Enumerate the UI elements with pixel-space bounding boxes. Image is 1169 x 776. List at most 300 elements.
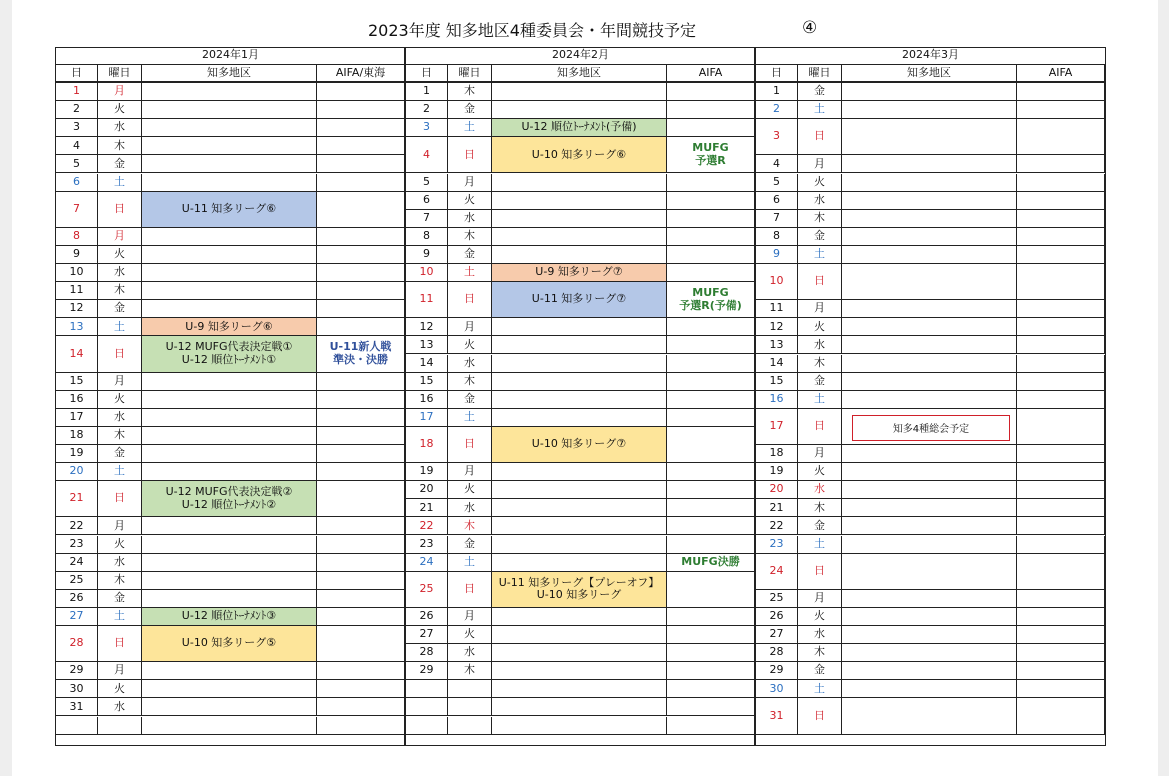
chita-cell: [142, 83, 317, 101]
day-number: 27: [405, 626, 448, 644]
weekday: 日: [448, 572, 492, 608]
event-entry: U-12 順位ﾄｰﾅﾒﾝﾄ③: [142, 608, 317, 626]
day-number: 15: [755, 373, 798, 391]
weekday: 水: [448, 355, 492, 373]
weekday: 水: [448, 644, 492, 662]
day-number: 21: [405, 499, 448, 517]
day-number: 26: [55, 590, 98, 608]
weekday: 月: [98, 517, 142, 535]
weekday: 水: [98, 698, 142, 716]
chita-cell: [842, 391, 1017, 409]
aifa-cell: [317, 373, 405, 391]
aifa-cell: [1017, 210, 1105, 228]
day-number: 9: [405, 246, 448, 264]
day-number: 3: [405, 119, 448, 137]
weekday: [448, 698, 492, 716]
day-number: 9: [755, 246, 798, 264]
aifa-cell: [1017, 445, 1105, 463]
chita-cell: [842, 499, 1017, 517]
aifa-cell: [317, 590, 405, 608]
day-number: 13: [405, 336, 448, 354]
day-number: 25: [55, 572, 98, 590]
event-entry: U-12 MUFG代表決定戦① U-12 順位ﾄｰﾅﾒﾝﾄ①: [142, 336, 317, 372]
chita-cell: [842, 83, 1017, 101]
day-number: 5: [755, 174, 798, 192]
aifa-cell: [667, 626, 755, 644]
weekday: 水: [98, 409, 142, 427]
weekday: 火: [98, 536, 142, 554]
column-header: 知多地区: [842, 65, 1017, 83]
aifa-cell: [1017, 698, 1105, 734]
aifa-cell: [1017, 318, 1105, 336]
day-number: [405, 698, 448, 716]
aifa-cell: [1017, 517, 1105, 535]
aifa-cell: [317, 409, 405, 427]
weekday: 日: [448, 427, 492, 463]
weekday: 木: [448, 517, 492, 535]
weekday: 水: [98, 119, 142, 137]
column-header: 知多地区: [142, 65, 317, 83]
chita-cell: [142, 427, 317, 445]
day-number: 10: [405, 264, 448, 282]
event-entry: U-10 知多リーグ⑥: [492, 137, 667, 173]
weekday: 月: [448, 463, 492, 481]
day-number: 9: [55, 246, 98, 264]
day-number: 19: [755, 463, 798, 481]
weekday: 月: [98, 83, 142, 101]
chita-cell: [842, 101, 1017, 119]
day-number: 28: [405, 644, 448, 662]
chita-cell: [492, 463, 667, 481]
chita-cell: [142, 155, 317, 173]
chita-cell: [492, 662, 667, 680]
aifa-cell: [667, 210, 755, 228]
weekday: [448, 680, 492, 698]
day-number: 12: [755, 318, 798, 336]
weekday: 火: [448, 481, 492, 499]
chita-cell: [842, 210, 1017, 228]
aifa-cell: [667, 373, 755, 391]
weekday: [448, 717, 492, 735]
chita-cell: [842, 698, 1017, 734]
aifa-cell: [667, 717, 755, 735]
aifa-cell: [317, 463, 405, 481]
day-number: 24: [405, 554, 448, 572]
day-number: 22: [405, 517, 448, 535]
weekday: 金: [798, 373, 842, 391]
weekday: 金: [98, 300, 142, 318]
event-entry: U-9 知多リーグ⑥: [142, 318, 317, 336]
day-number: 18: [755, 445, 798, 463]
chita-cell: [492, 210, 667, 228]
aifa-cell: [667, 481, 755, 499]
aifa-cell: [1017, 174, 1105, 192]
weekday: 水: [448, 210, 492, 228]
day-number: 11: [755, 300, 798, 318]
day-number: 6: [405, 192, 448, 210]
weekday: 日: [798, 554, 842, 590]
chita-cell: [842, 536, 1017, 554]
aifa-cell: [1017, 409, 1105, 445]
weekday: 土: [98, 463, 142, 481]
aifa-cell: [317, 608, 405, 626]
chita-cell: [492, 336, 667, 354]
aifa-cell: [667, 680, 755, 698]
day-number: 16: [405, 391, 448, 409]
day-number: 13: [755, 336, 798, 354]
chita-cell: [142, 536, 317, 554]
aifa-cell: [667, 246, 755, 264]
weekday: 火: [448, 626, 492, 644]
chita-cell: [492, 228, 667, 246]
chita-cell: [842, 355, 1017, 373]
chita-cell: [492, 717, 667, 735]
day-number: 7: [755, 210, 798, 228]
weekday: 土: [798, 391, 842, 409]
weekday: 土: [798, 101, 842, 119]
weekday: 金: [798, 517, 842, 535]
day-number: 23: [55, 536, 98, 554]
aifa-cell: [1017, 626, 1105, 644]
weekday: 日: [448, 137, 492, 173]
weekday: 火: [448, 192, 492, 210]
aifa-cell: [317, 626, 405, 662]
chita-cell: [842, 662, 1017, 680]
weekday: 土: [448, 554, 492, 572]
chita-cell: [492, 246, 667, 264]
aifa-cell: [1017, 264, 1105, 300]
aifa-note: U-11新人戦 準決・決勝: [317, 336, 405, 372]
day-number: 1: [55, 83, 98, 101]
day-number: 27: [755, 626, 798, 644]
day-number: 23: [755, 536, 798, 554]
weekday: 月: [448, 318, 492, 336]
aifa-cell: [1017, 228, 1105, 246]
weekday: 木: [448, 373, 492, 391]
chita-cell: [842, 463, 1017, 481]
day-number: 11: [405, 282, 448, 318]
aifa-cell: [317, 246, 405, 264]
day-number: 14: [55, 336, 98, 372]
chita-cell: [492, 626, 667, 644]
day-number: 25: [755, 590, 798, 608]
aifa-cell: [667, 192, 755, 210]
chita-cell: [142, 391, 317, 409]
aifa-cell: [667, 644, 755, 662]
aifa-cell: [667, 318, 755, 336]
aifa-cell: [667, 427, 755, 463]
aifa-cell: [667, 101, 755, 119]
aifa-cell: [317, 427, 405, 445]
weekday: 火: [798, 318, 842, 336]
aifa-cell: [317, 101, 405, 119]
chita-cell: [142, 445, 317, 463]
day-number: 30: [755, 680, 798, 698]
chita-cell: [492, 318, 667, 336]
day-number: 21: [755, 499, 798, 517]
day-number: 22: [755, 517, 798, 535]
day-number: 29: [405, 662, 448, 680]
weekday: 月: [98, 373, 142, 391]
weekday: 木: [448, 83, 492, 101]
weekday: 日: [98, 336, 142, 372]
event-entry: U-10 知多リーグ⑦: [492, 427, 667, 463]
weekday: 金: [798, 662, 842, 680]
chita-cell: [492, 391, 667, 409]
day-number: 19: [55, 445, 98, 463]
aifa-cell: [667, 355, 755, 373]
day-number: 14: [405, 355, 448, 373]
chita-cell: [492, 101, 667, 119]
weekday: 月: [448, 608, 492, 626]
weekday: 木: [798, 644, 842, 662]
weekday: 日: [798, 264, 842, 300]
aifa-cell: [1017, 336, 1105, 354]
weekday: 水: [98, 264, 142, 282]
day-number: [405, 680, 448, 698]
weekday: 木: [798, 355, 842, 373]
aifa-cell: [1017, 155, 1105, 173]
aifa-cell: [317, 717, 405, 735]
day-number: 31: [55, 698, 98, 716]
aifa-cell: [1017, 373, 1105, 391]
day-number: 24: [755, 554, 798, 590]
column-header: 曜日: [798, 65, 842, 83]
chita-cell: [142, 680, 317, 698]
weekday: 土: [98, 174, 142, 192]
aifa-cell: [317, 536, 405, 554]
column-header: AIFA: [1017, 65, 1105, 83]
day-number: 21: [55, 481, 98, 517]
aifa-cell: [667, 517, 755, 535]
weekday: 月: [98, 228, 142, 246]
chita-cell: [142, 246, 317, 264]
weekday: 土: [798, 246, 842, 264]
aifa-cell: [667, 662, 755, 680]
day-number: 18: [55, 427, 98, 445]
weekday: 日: [448, 282, 492, 318]
aifa-cell: [1017, 608, 1105, 626]
chita-cell: [142, 590, 317, 608]
chita-cell: [142, 300, 317, 318]
aifa-cell: [1017, 499, 1105, 517]
day-number: 26: [755, 608, 798, 626]
aifa-note: MUFG決勝: [667, 554, 755, 572]
day-number: 5: [55, 155, 98, 173]
aifa-cell: [1017, 300, 1105, 318]
column-header: 日: [755, 65, 798, 83]
column-header: 曜日: [98, 65, 142, 83]
weekday: 月: [798, 590, 842, 608]
aifa-cell: [667, 336, 755, 354]
day-number: 4: [755, 155, 798, 173]
aifa-cell: [667, 572, 755, 608]
title-bar: [0, 18, 1169, 42]
weekday: 木: [98, 572, 142, 590]
day-number: 1: [755, 83, 798, 101]
aifa-cell: [667, 499, 755, 517]
day-number: 4: [405, 137, 448, 173]
day-number: 26: [405, 608, 448, 626]
weekday: 火: [798, 608, 842, 626]
day-number: 11: [55, 282, 98, 300]
weekday: 月: [798, 155, 842, 173]
column-header: AIFA: [667, 65, 755, 83]
chita-cell: [842, 373, 1017, 391]
weekday: 水: [798, 336, 842, 354]
aifa-cell: [1017, 644, 1105, 662]
aifa-cell: [667, 608, 755, 626]
aifa-cell: [667, 119, 755, 137]
weekday: 土: [448, 264, 492, 282]
weekday: 木: [98, 137, 142, 155]
event-entry: U-12 順位ﾄｰﾅﾒﾝﾄ(予備): [492, 119, 667, 137]
day-number: 31: [755, 698, 798, 734]
day-number: 6: [755, 192, 798, 210]
weekday: 木: [448, 228, 492, 246]
chita-cell: [492, 174, 667, 192]
aifa-cell: [317, 192, 405, 228]
aifa-cell: [1017, 554, 1105, 590]
day-number: [405, 717, 448, 735]
day-number: 2: [55, 101, 98, 119]
chita-cell: [492, 192, 667, 210]
aifa-cell: [1017, 481, 1105, 499]
chita-cell: [492, 409, 667, 427]
aifa-cell: [317, 155, 405, 173]
aifa-cell: [1017, 246, 1105, 264]
aifa-cell: [667, 391, 755, 409]
column-header: 曜日: [448, 65, 492, 83]
chita-cell: [842, 300, 1017, 318]
chita-cell: [142, 101, 317, 119]
aifa-cell: [667, 264, 755, 282]
aifa-cell: [1017, 590, 1105, 608]
day-number: [55, 717, 98, 735]
aifa-cell: [317, 318, 405, 336]
weekday: 金: [798, 228, 842, 246]
weekday: 木: [98, 282, 142, 300]
weekday: 日: [98, 626, 142, 662]
aifa-cell: [1017, 536, 1105, 554]
chita-cell: [492, 698, 667, 716]
chita-cell: [842, 680, 1017, 698]
weekday: 金: [448, 101, 492, 119]
aifa-cell: [1017, 119, 1105, 155]
chita-cell: [842, 174, 1017, 192]
weekday: 火: [798, 463, 842, 481]
day-number: 25: [405, 572, 448, 608]
day-number: 12: [405, 318, 448, 336]
aifa-cell: [1017, 83, 1105, 101]
aifa-cell: [667, 228, 755, 246]
chita-cell: [842, 246, 1017, 264]
column-header: AIFA/東海: [317, 65, 405, 83]
day-number: 1: [405, 83, 448, 101]
aifa-cell: [317, 698, 405, 716]
aifa-note: MUFG 予選R: [667, 137, 755, 173]
chita-cell: [842, 264, 1017, 300]
aifa-cell: [317, 517, 405, 535]
chita-cell: [842, 318, 1017, 336]
day-number: 20: [405, 481, 448, 499]
chita-cell: [142, 228, 317, 246]
weekday: 日: [798, 698, 842, 734]
weekday: 月: [448, 174, 492, 192]
day-number: 15: [55, 373, 98, 391]
aifa-cell: [667, 536, 755, 554]
chita-cell: [492, 499, 667, 517]
chita-cell: [842, 590, 1017, 608]
event-entry: U-11 知多リーグ⑥: [142, 192, 317, 228]
event-entry: U-11 知多リーグ【プレーオフ】 U-10 知多リーグ: [492, 572, 667, 608]
aifa-cell: [1017, 355, 1105, 373]
event-entry: U-12 MUFG代表決定戦② U-12 順位ﾄｰﾅﾒﾝﾄ②: [142, 481, 317, 517]
weekday: 火: [98, 246, 142, 264]
chita-cell: [492, 83, 667, 101]
aifa-cell: [317, 174, 405, 192]
aifa-cell: [317, 391, 405, 409]
chita-cell: [842, 192, 1017, 210]
weekday: 水: [798, 481, 842, 499]
day-number: 4: [55, 137, 98, 155]
day-number: 10: [755, 264, 798, 300]
chita-cell: [492, 680, 667, 698]
chita-cell: [142, 282, 317, 300]
aifa-cell: [317, 83, 405, 101]
day-number: 20: [55, 463, 98, 481]
day-number: 23: [405, 536, 448, 554]
chita-cell: [492, 644, 667, 662]
month-title: 2024年1月: [55, 47, 406, 65]
weekday: 金: [98, 445, 142, 463]
chita-cell: [142, 517, 317, 535]
weekday: 木: [798, 210, 842, 228]
aifa-cell: [1017, 463, 1105, 481]
aifa-cell: [317, 572, 405, 590]
day-number: 6: [55, 174, 98, 192]
chita-cell: [492, 481, 667, 499]
chita-cell: [142, 463, 317, 481]
weekday: 月: [798, 300, 842, 318]
chita-cell: [142, 572, 317, 590]
day-number: 16: [55, 391, 98, 409]
weekday: 日: [798, 119, 842, 155]
weekday: 金: [448, 246, 492, 264]
chita-cell: [492, 554, 667, 572]
chita-cell: [142, 119, 317, 137]
day-number: 28: [55, 626, 98, 662]
day-number: 13: [55, 318, 98, 336]
weekday: 木: [448, 662, 492, 680]
column-header: 知多地区: [492, 65, 667, 83]
aifa-cell: [317, 554, 405, 572]
day-number: 17: [55, 409, 98, 427]
day-number: 8: [755, 228, 798, 246]
day-number: 15: [405, 373, 448, 391]
chita-cell: [492, 355, 667, 373]
chita-cell: [492, 608, 667, 626]
aifa-cell: [1017, 391, 1105, 409]
weekday: 月: [798, 445, 842, 463]
chita-cell: [842, 481, 1017, 499]
chita-cell: [842, 554, 1017, 590]
weekday: 日: [98, 192, 142, 228]
weekday: 火: [448, 336, 492, 354]
aifa-cell: [667, 698, 755, 716]
day-number: 12: [55, 300, 98, 318]
weekday: 土: [798, 536, 842, 554]
